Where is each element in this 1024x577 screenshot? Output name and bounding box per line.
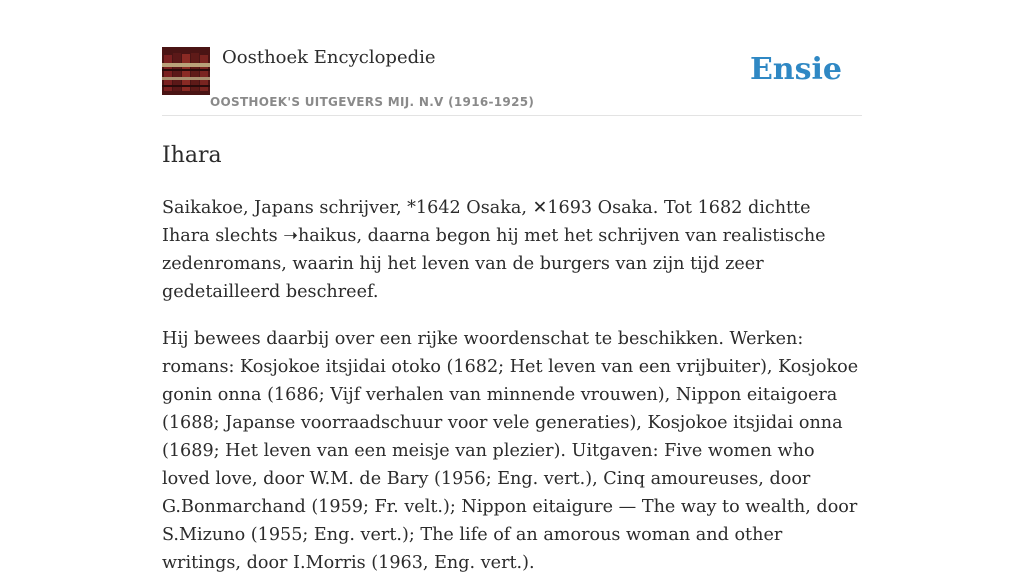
encyclopedia-books-icon[interactable] — [162, 47, 210, 95]
haikus-link-label: haikus — [297, 226, 357, 246]
paragraph-1-text-b: , daarna begon hij met het schrijven van realistische zedenromans, waarin hij het leven van de burgers van zijn tijd zeer gedetailleerd beschreef. — [162, 226, 826, 302]
page-title: Ihara — [162, 143, 222, 168]
arrow-right-icon: ➝ — [283, 226, 298, 246]
source-header — [162, 46, 862, 116]
page — [162, 0, 862, 577]
paragraph-1-text-a: Saikakoe, Japans schrijver, *1642 Osaka, ✕1693 Osaka. Tot 1682 dichtte Ihara slechts — [162, 198, 811, 246]
ensie-logo-link[interactable]: Ensie — [749, 52, 842, 87]
source-title-link[interactable]: Oosthoek Encyclopedie — [222, 47, 436, 68]
paragraph-1 — [162, 194, 862, 306]
haikus-link[interactable] — [283, 226, 356, 246]
source-publisher: OOSTHOEK'S UITGEVERS MIJ. N.V (1916-1925) — [210, 95, 535, 109]
article-body — [162, 194, 862, 577]
paragraph-2: Hij bewees daarbij over een rijke woordenschat te beschikken. Werken: romans: Kosjokoe itsjidai otoko (1682; Het leven van een vrijbuiter), Kosjokoe gonin onna (1686; Vijf verhalen van minnende vrouwen), Nippon eitaigoera (1688; Japanse voorraadschuur voor vele generaties), Kosjokoe itsjidai onna (1689; Het leven van een meisje van plezier). Uitgaven: Five women who loved love, door W.M. de Bary (1956; Eng. vert.), Cinq amoureuses, door G.Bonmarchand (1959; Fr. velt.); Nippon eitaigure — The way to wealth, door S.Mizuno (1955; Eng. vert.); The life of an amorous woman and other writings, door I.Morris (1963, Eng. vert.). — [162, 329, 859, 573]
